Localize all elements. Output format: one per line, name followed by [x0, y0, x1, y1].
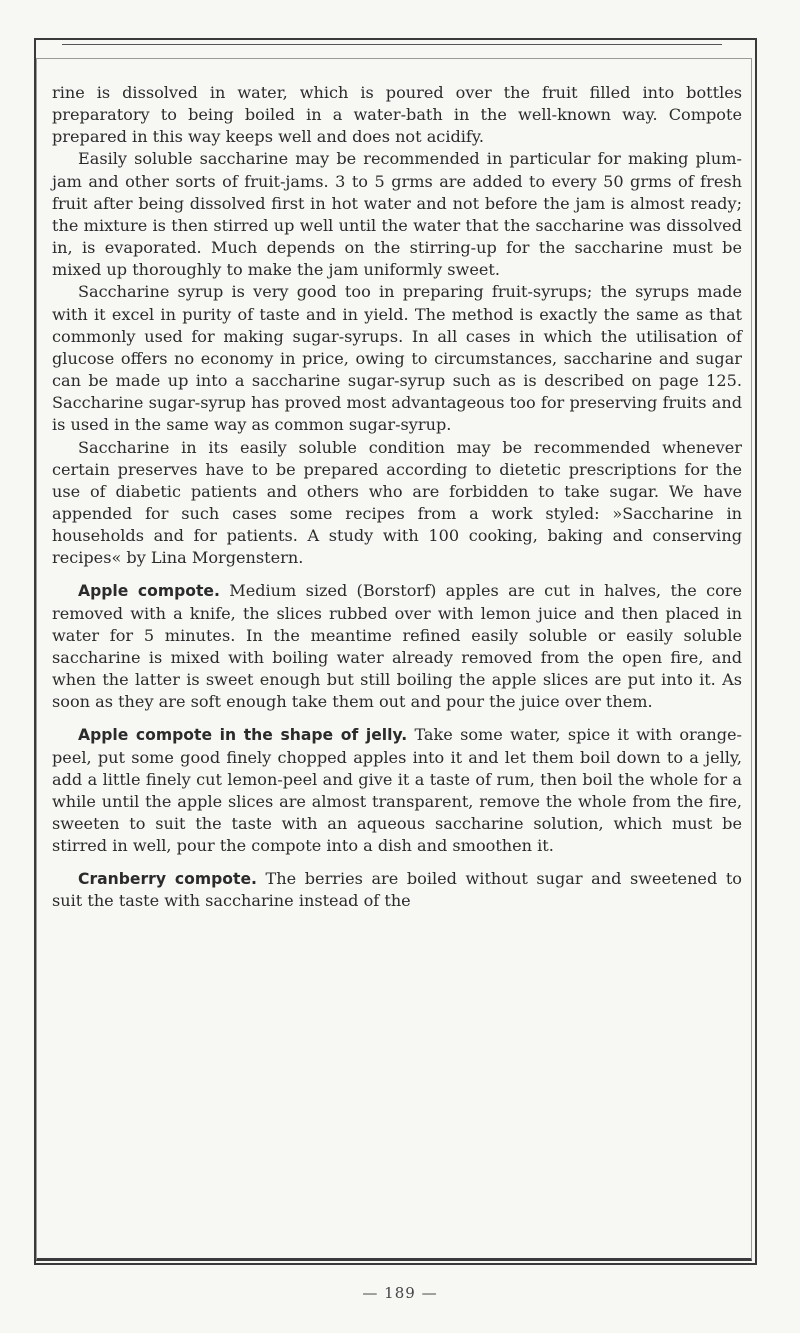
recipe-text: Take some water, spice it with orange-peel, put some good finely chopped apples into it and let them boil down to a jelly, add a little finely cut lemon-peel and give it a taste of rum, then boil the whole for a while until the apple slices are almost transparent, remove the whole from the fire, sweeten to suit the taste with an aqueous saccharine solution, which must be stirred in well, pour the compote into a dish and smoothen it. — [52, 725, 742, 856]
recipe-title: Apple compote. — [78, 582, 220, 601]
paragraph-syrups: Saccharine syrup is very good too in preparing fruit-syrups; the syrups made with it excel in purity of taste and in yield. The method is exactly the same as that commonly used for making sugar-syrups. In all cases in which the utilisation of glucose offers no economy in price, owing to circumstances, saccharine and sugar can be made up into a saccharine sugar-syrup such as is described on page 125. Saccharine sugar-syrup has proved most advantageous too for preserving fruits and is used in the same way as common sugar-syrup. — [52, 282, 742, 435]
recipe-text: The berries are boiled without sugar and sweetened to suit the taste with saccharine instead of the — [52, 869, 742, 911]
recipe-text: Medium sized (Borstorf) apples are cut in halves, the core removed with a knife, the slices rubbed over with lemon juice and then placed in water for 5 minutes. In the meantime refined easily soluble or easily soluble saccharine is mixed with boiling water already removed from the open fire, and when the latter is sweet enough but still boiling the apple slices are put into it. As soon as they are soft enough take them out and pour the juice over them. — [52, 581, 742, 712]
recipe-apple-compote — [52, 580, 742, 713]
paragraph-diabetic: Saccharine in its easily soluble condition may be recommended whenever certain preserves have to be prepared according to dietetic prescriptions for the use of diabetic patients and others who are forbidden to take sugar. We have appended for such cases some recipes from a work styled: »Saccharine in households and for patients. A study with 100 cooking, baking and conserving recipes« by Lina Morgenstern. — [52, 437, 742, 568]
recipe-cranberry-compote — [52, 868, 742, 912]
continuation-paragraph: rine is dissolved in water, which is poured over the fruit filled into bottles preparatory to being boiled in a water-bath in the well-known way. Compote prepared in this way keeps well and does not acidify. — [52, 83, 742, 147]
recipe-apple-jelly — [52, 724, 742, 857]
page-body — [52, 82, 742, 913]
paragraph-jams: Easily soluble saccharine may be recommended in particular for making plum-jam and other sorts of fruit-jams. 3 to 5 grms are added to every 50 grms of fresh fruit after being dissolved first in hot water and not before the jam is almost ready; the mixture is then stirred up well until the water that the saccharine was dissolved in, is evaporated. Much depends on the stirring-up for the saccharine must be mixed up thoroughly to make the jam uniformly sweet. — [52, 149, 742, 280]
recipe-title: Cranberry compote. — [78, 870, 257, 889]
top-rule — [62, 44, 722, 45]
page-number: — 189 — — [362, 1284, 438, 1302]
recipe-title: Apple compote in the shape of jelly. — [78, 726, 408, 745]
